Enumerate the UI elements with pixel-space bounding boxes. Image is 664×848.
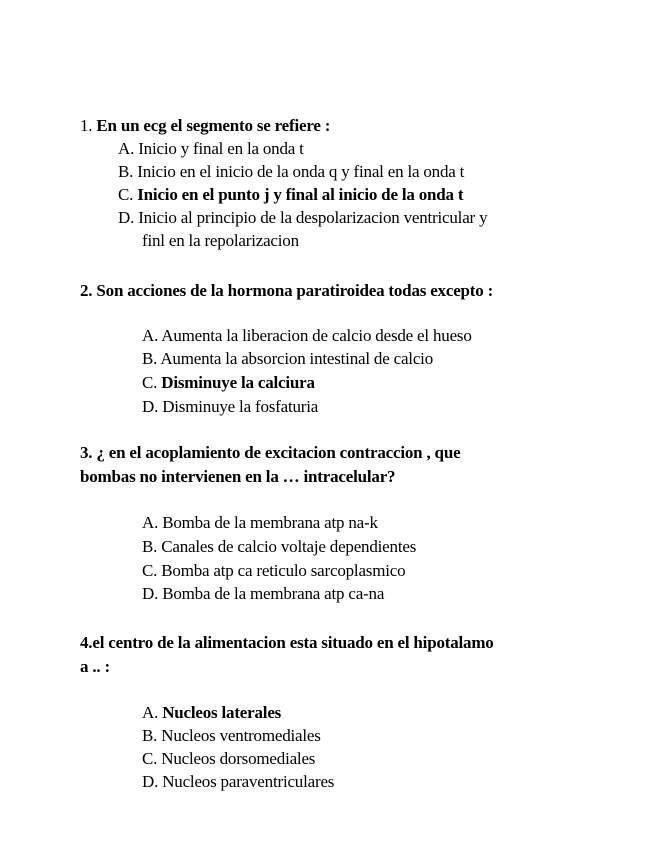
question-4-prompt-line-2: a .. : xyxy=(80,657,110,676)
question-1-option-b: B. Inicio en el inicio de la onda q y final en la onda t xyxy=(118,162,465,181)
question-3-option-a: A. Bomba de la membrana atp na-k xyxy=(142,513,378,532)
question-2-option-b: B. Aumenta la absorcion intestinal de calcio xyxy=(142,349,434,368)
question-3-option-c: C. Bomba atp ca reticulo sarcoplasmico xyxy=(142,561,406,580)
question-2-option-a: A. Aumenta la liberacion de calcio desde el hueso xyxy=(142,326,472,345)
question-3-prompt-line-1: 3. ¿ en el acoplamiento de excitacion contraccion , que xyxy=(80,443,461,462)
question-4-prompt-line-1: 4.el centro de la alimentacion esta situado en el hipotalamo xyxy=(80,633,494,652)
question-3-option-b: B. Canales de calcio voltaje dependientes xyxy=(142,537,417,556)
question-2-option-c: C. Disminuye la calciura xyxy=(142,373,315,392)
question-1-prompt xyxy=(80,114,600,137)
question-1-number: 1. xyxy=(80,116,93,135)
question-2-option-d: D. Disminuye la fosfaturia xyxy=(142,397,319,416)
question-1-text: En un ecg el segmento se refiere : xyxy=(96,116,331,135)
question-2-prompt: 2. Son acciones de la hormona paratiroidea todas excepto : xyxy=(80,281,494,300)
question-4-option-b: B. Nucleos ventromediales xyxy=(142,726,321,745)
question-4-option-c: C. Nucleos dorsomediales xyxy=(142,749,316,768)
question-1-option-c: C. Inicio en el punto j y final al inicio de la onda t xyxy=(118,185,464,204)
question-3-prompt-line-2: bombas no intervienen en la … intracelular? xyxy=(80,467,396,486)
question-3-option-d: D. Bomba de la membrana atp ca-na xyxy=(142,584,385,603)
question-1-option-d: D. Inicio al principio de la despolarizacion ventricular y xyxy=(118,208,488,227)
question-1-option-d-continuation: finl en la repolarizacion xyxy=(142,231,299,250)
question-4-option-d: D. Nucleos paraventriculares xyxy=(142,772,335,791)
question-4-option-a: A. Nucleos laterales xyxy=(142,703,282,722)
question-1-option-a: A. Inicio y final en la onda t xyxy=(118,139,304,158)
